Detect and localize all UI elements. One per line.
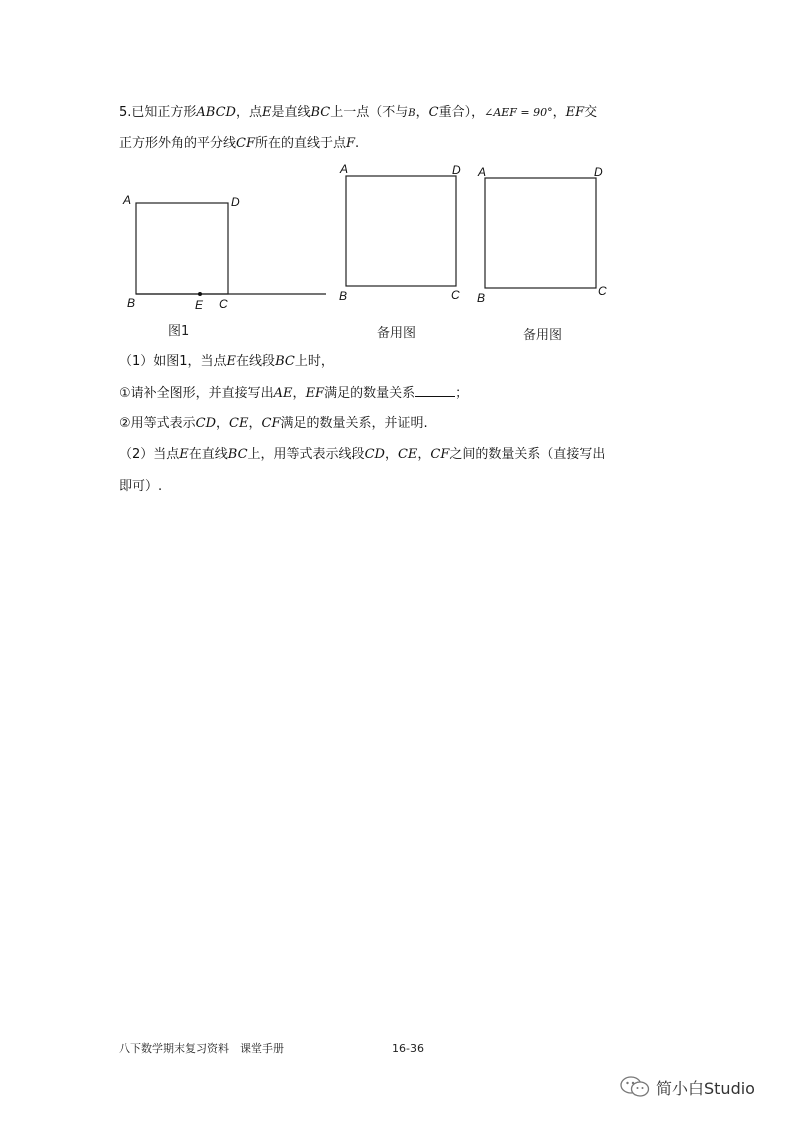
question-1-part-b: ②用等式表示CD，CE，CF满足的数量关系，并证明.: [119, 416, 428, 431]
footer-title: 八下数学期末复习资料 课堂手册: [119, 1042, 284, 1055]
question-2: （2）当点E在直线BC上，用等式表示线段CD，CE，CF之间的数量关系（直接写出: [119, 447, 606, 462]
problem-line-1: 5.已知正方形ABCD，点E是直线BC上一点（不与B，C重合），∠AEF = 90°，EF交: [119, 105, 598, 120]
fig1-label-b: B: [127, 296, 136, 310]
fig3-square: [485, 178, 596, 288]
problem-line-2: 正方形外角的平分线CF所在的直线于点F.: [119, 136, 360, 151]
fig1-caption: 图1: [168, 324, 190, 339]
fig3-label-b: B: [477, 291, 486, 305]
angle-expression: ∠AEF = 90°: [484, 106, 553, 119]
watermark-text: 简小白Studio: [656, 1078, 755, 1098]
question-1: （1）如图1，当点E在线段BC上时，: [119, 354, 334, 369]
fig1-label-d: D: [231, 195, 240, 209]
fig3-label-a: A: [478, 165, 487, 179]
wechat-icon: [620, 1076, 650, 1098]
fig1-label-c: C: [219, 297, 228, 311]
question-2-cont: 即可）.: [119, 479, 163, 494]
fig1-square: [136, 203, 228, 294]
fig1-point-e: [198, 292, 202, 296]
fig2-caption: 备用图: [377, 326, 417, 341]
geometry-figures: [0, 0, 794, 360]
fig1-label-a: A: [123, 193, 132, 207]
fig3-label-c: C: [598, 284, 607, 298]
fig2-label-d: D: [452, 163, 461, 177]
watermark: [620, 1074, 755, 1100]
fig3-label-d: D: [594, 165, 603, 179]
fig2-label-b: B: [339, 289, 348, 303]
fig2-label-c: C: [451, 288, 460, 302]
page-number: 16-36: [392, 1042, 424, 1055]
question-1-part-a: ①请补全图形，并直接写出AE，EF满足的数量关系 ；: [119, 386, 469, 401]
fig1-label-e: E: [195, 298, 204, 312]
fig2-label-a: A: [340, 162, 349, 176]
fig3-caption: 备用图: [523, 328, 563, 343]
fig2-square: [346, 176, 456, 286]
answer-blank[interactable]: [415, 384, 455, 397]
